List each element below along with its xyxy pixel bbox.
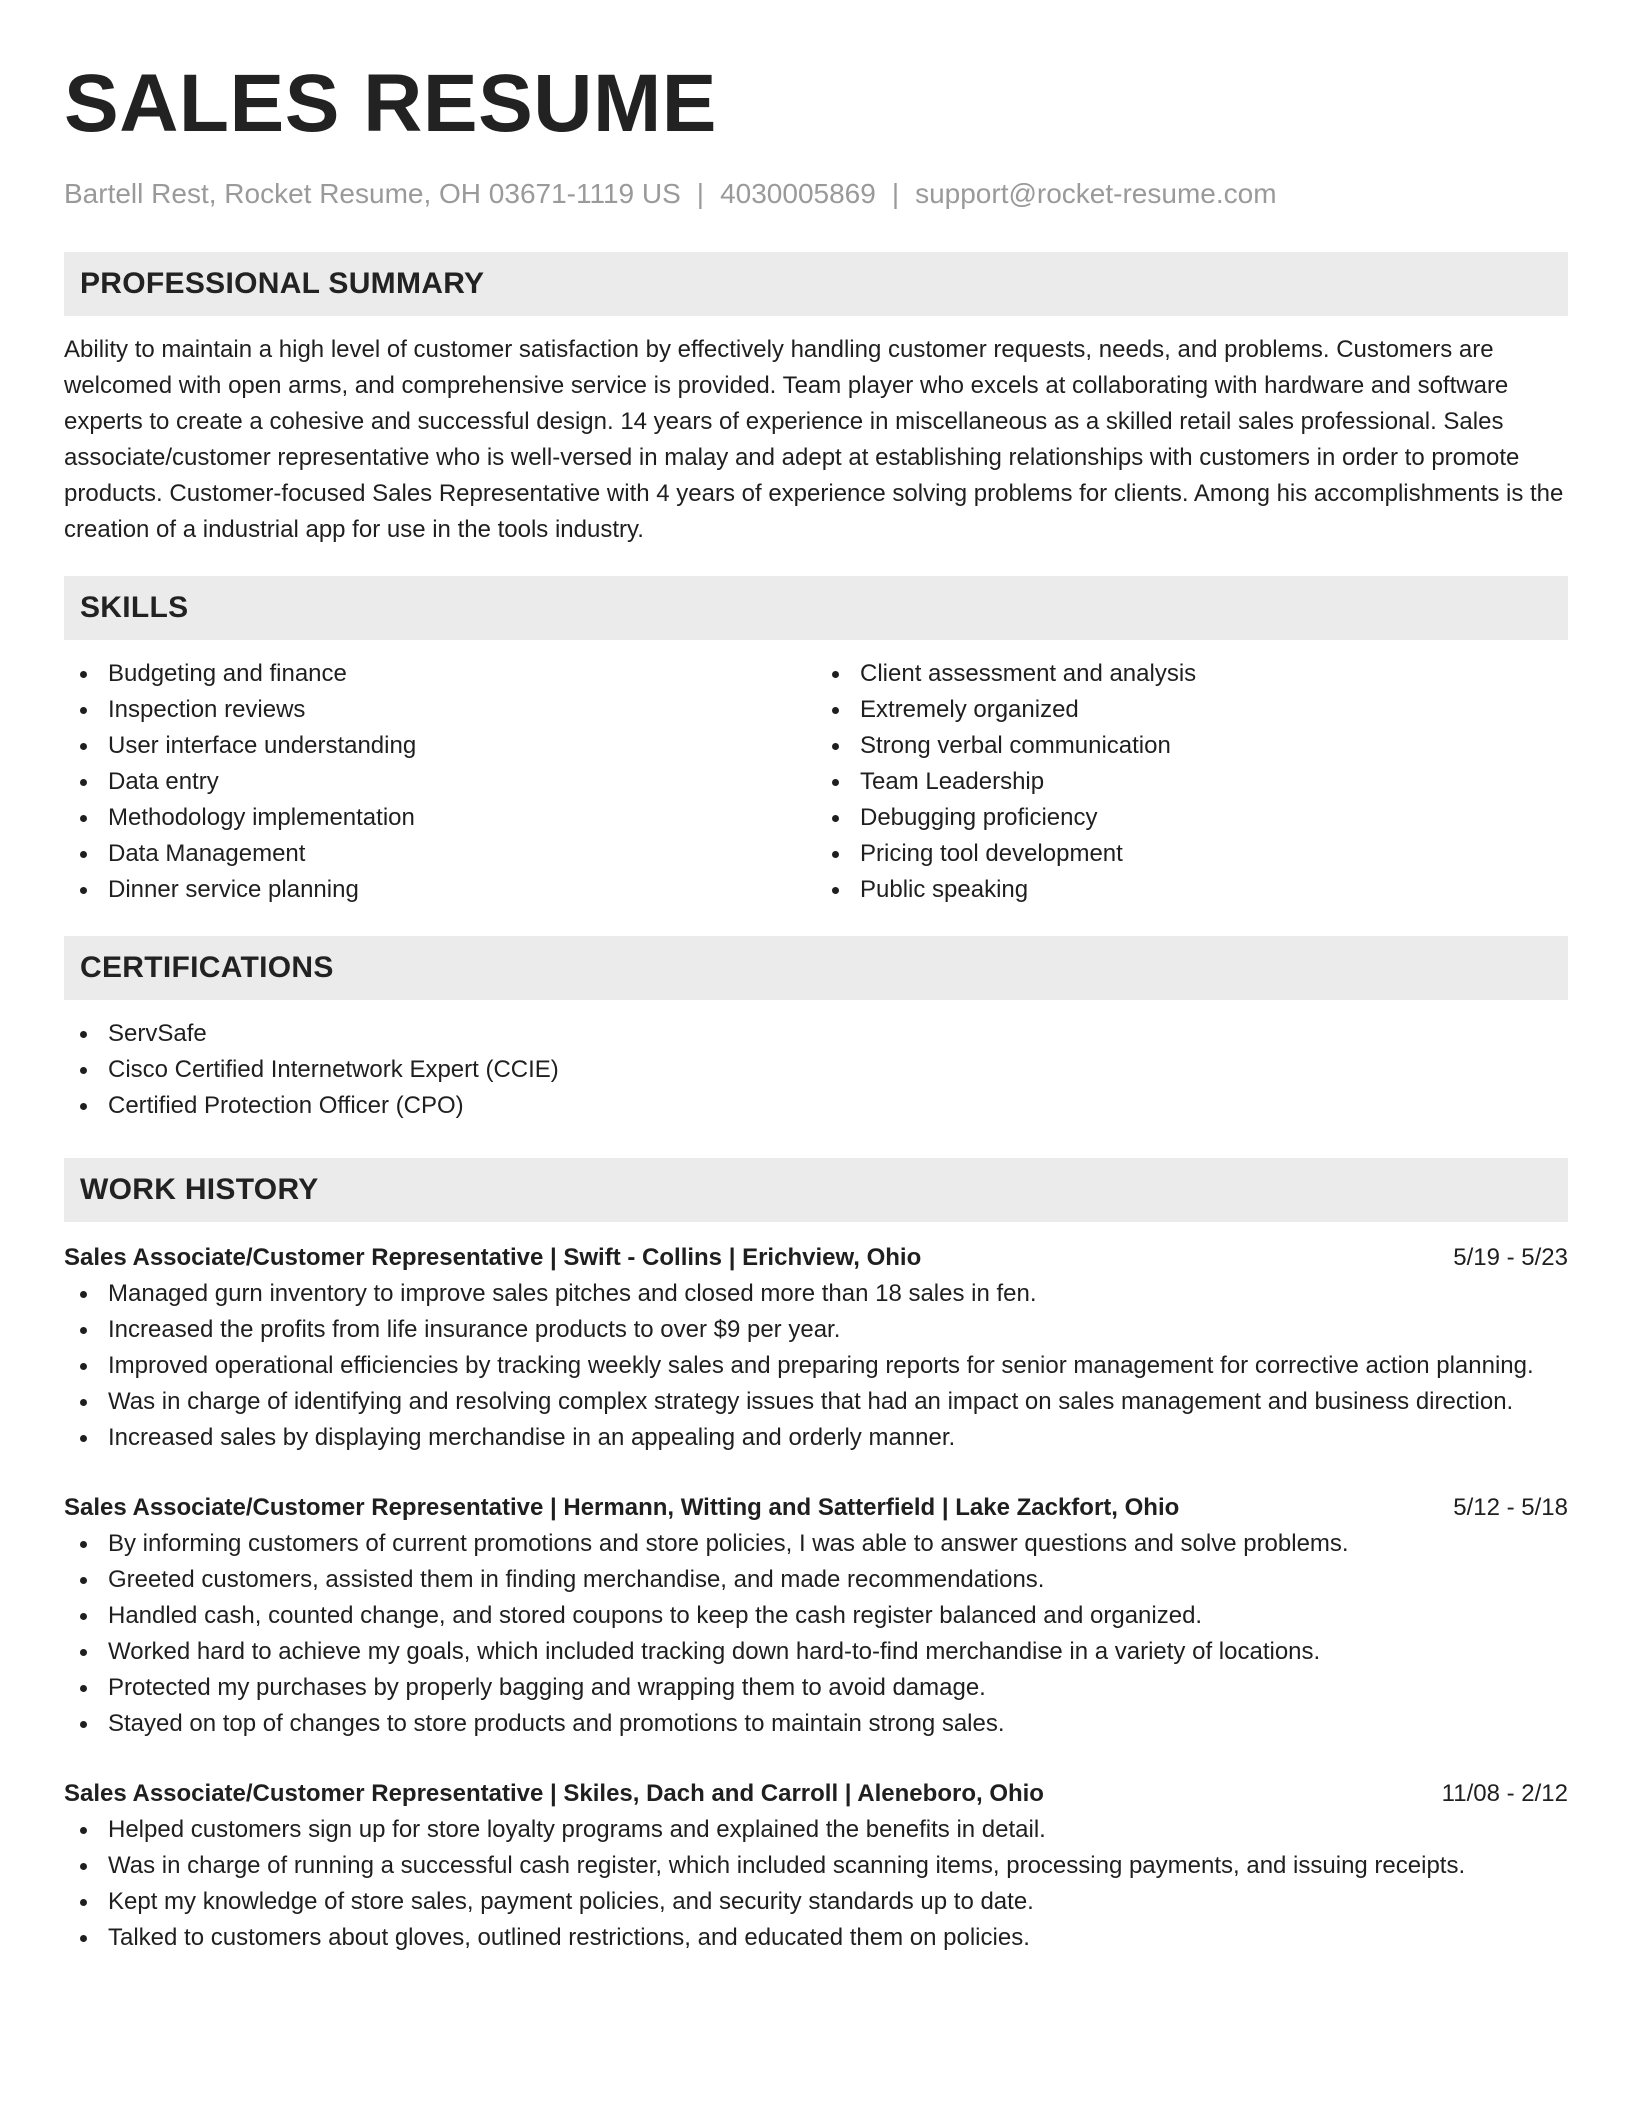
job-bullet: Talked to customers about gloves, outlined restrictions, and educated them on policies. [64,1920,1568,1956]
section-heading-certifications: CERTIFICATIONS [64,936,1568,1000]
skill-item: Strong verbal communication [816,728,1568,764]
job-header [64,1490,1568,1526]
contact-line [64,176,1568,212]
job-dates: 5/12 - 5/18 [1453,1494,1568,1521]
skill-item: Budgeting and finance [64,656,816,692]
job-bullet: Protected my purchases by properly bagging and wrapping them to avoid damage. [64,1670,1568,1706]
resume-title: SALES RESUME [64,58,717,149]
contact-email: support@rocket-resume.com [915,178,1277,209]
skills-grid [64,656,1568,908]
job-bullet: Helped customers sign up for store loyalty programs and explained the benefits in detail. [64,1812,1568,1848]
job-bullet: Kept my knowledge of store sales, payment policies, and security standards up to date. [64,1884,1568,1920]
summary-section [64,252,1568,548]
job-title: Sales Associate/Customer Representative | Hermann, Witting and Satterfield | Lake Zackfort, Ohio [64,1494,1180,1521]
skills-list-left [64,656,816,908]
job-bullet: Increased sales by displaying merchandise in an appealing and orderly manner. [64,1420,1568,1456]
section-heading-summary: PROFESSIONAL SUMMARY [64,252,1568,316]
job-bullets [64,1812,1568,1956]
job-entry [64,1490,1568,1742]
job-bullet: Greeted customers, assisted them in finding merchandise, and made recommendations. [64,1562,1568,1598]
job-bullet: Worked hard to achieve my goals, which included tracking down hard-to-find merchandise in a variety of locations. [64,1634,1568,1670]
job-bullet: Was in charge of running a successful cash register, which included scanning items, processing payments, and issuing receipts. [64,1848,1568,1884]
job-bullet: Improved operational efficiencies by tracking weekly sales and preparing reports for senior management for corrective action planning. [64,1348,1568,1384]
skills-section [64,576,1568,908]
job-header [64,1240,1568,1276]
section-heading-skills: SKILLS [64,576,1568,640]
certification-item: ServSafe [64,1016,1568,1052]
certification-item: Certified Protection Officer (CPO) [64,1088,1568,1124]
skill-item: Extremely organized [816,692,1568,728]
job-bullet: Increased the profits from life insurance products to over $9 per year. [64,1312,1568,1348]
job-title: Sales Associate/Customer Representative | Skiles, Dach and Carroll | Aleneboro, Ohio [64,1780,1044,1807]
skill-item: Data Management [64,836,816,872]
job-bullets [64,1526,1568,1742]
job-bullet: Handled cash, counted change, and stored coupons to keep the cash register balanced and organized. [64,1598,1568,1634]
job-bullet: Stayed on top of changes to store products and promotions to maintain strong sales. [64,1706,1568,1742]
job-header [64,1776,1568,1812]
job-bullets [64,1276,1568,1456]
skill-item: Methodology implementation [64,800,816,836]
skills-list-right [816,656,1568,908]
job-entry [64,1240,1568,1456]
job-title: Sales Associate/Customer Representative | Swift - Collins | Erichview, Ohio [64,1244,922,1271]
skill-item: Data entry [64,764,816,800]
certifications-list [64,1016,1568,1124]
job-bullet: Was in charge of identifying and resolving complex strategy issues that had an impact on sales management and business direction. [64,1384,1568,1420]
contact-phone: 4030005869 [720,178,876,209]
skill-item: Client assessment and analysis [816,656,1568,692]
section-heading-work-history: WORK HISTORY [64,1158,1568,1222]
summary-text: Ability to maintain a high level of customer satisfaction by effectively handling customer requests, needs, and problems. Customers are welcomed with open arms, and comprehensive service is provided. Team player who excels at collaborating with hardware and software experts to create a cohesive and successful design. 14 years of experience in miscellaneous as a skilled retail sales professional. Sales associate/customer representative who is well-versed in malay and adept at establishing relationships with customers in order to promote products. Customer-focused Sales Representative with 4 years of experience solving problems for clients. Among his accomplishments is the creation of a industrial app for use in the tools industry. [64,336,1564,543]
certifications-section [64,936,1568,1124]
job-dates: 5/19 - 5/23 [1453,1244,1568,1271]
job-bullet: Managed gurn inventory to improve sales pitches and closed more than 18 sales in fen. [64,1276,1568,1312]
skill-item: Debugging proficiency [816,800,1568,836]
skill-item: Inspection reviews [64,692,816,728]
skill-item: Pricing tool development [816,836,1568,872]
job-entry [64,1776,1568,1956]
job-bullet: By informing customers of current promotions and store policies, I was able to answer questions and solve problems. [64,1526,1568,1562]
certification-item: Cisco Certified Internetwork Expert (CCIE) [64,1052,1568,1088]
contact-separator: | [696,178,705,209]
contact-separator: | [891,178,900,209]
skill-item: Dinner service planning [64,872,816,908]
job-dates: 11/08 - 2/12 [1441,1780,1568,1807]
contact-address: Bartell Rest, Rocket Resume, OH 03671-1119 US [64,178,681,209]
skill-item: Team Leadership [816,764,1568,800]
skill-item: Public speaking [816,872,1568,908]
skill-item: User interface understanding [64,728,816,764]
work-history-section [64,1158,1568,1956]
